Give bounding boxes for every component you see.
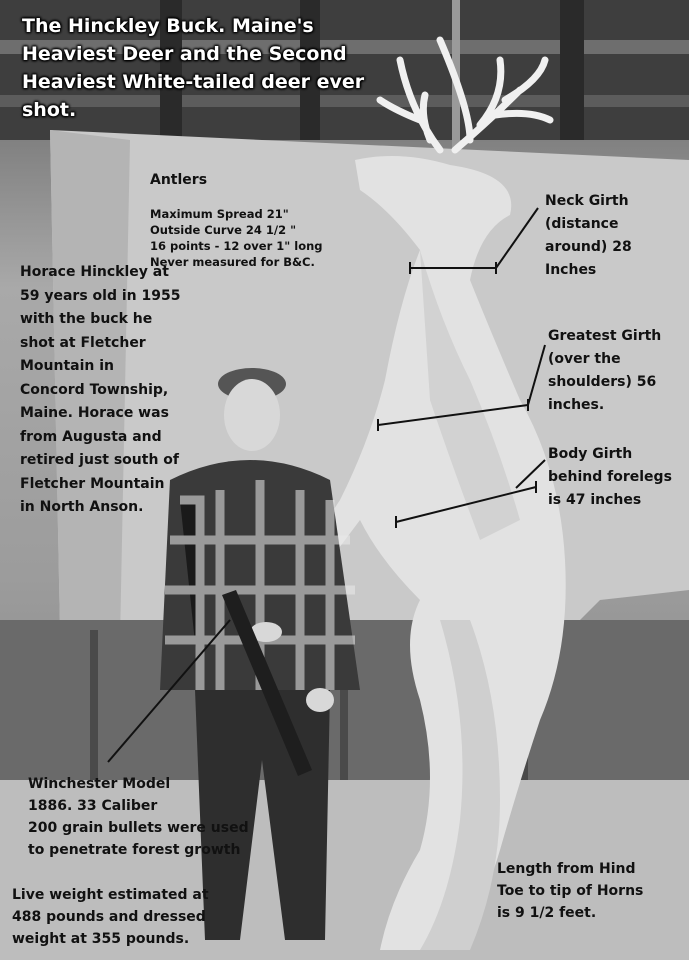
- greatest-girth-caption: Greatest Girth (over the shoulders) 56 inches.: [548, 328, 662, 413]
- hunter-caption: Horace Hinckley at 59 years old in 1955 with the buck he shot at Fletcher Mountain in Concord Township, Maine. Horace was from Augusta and retired just south of Fletcher Mountain in North Anson.: [20, 264, 181, 515]
- weight-caption: Live weight estimated at 488 pounds and dressed weight at 355 pounds.: [12, 887, 209, 947]
- antlers-heading: Antlers: [150, 172, 208, 188]
- photo-title: The Hinckley Buck. Maine's Heaviest Deer and the Second Heaviest White-tailed deer ever shot.: [22, 15, 365, 121]
- length-caption: Length from Hind Toe to tip of Horns is 9 1/2 feet.: [497, 861, 644, 921]
- antlers-details: Maximum Spread 21" Outside Curve 24 1/2 " 16 points - 12 over 1" long Never measured for B&C.: [150, 207, 323, 269]
- rifle-caption: Winchester Model 1886. 33 Caliber 200 grain bullets were used to penetrate forest growth: [28, 776, 249, 858]
- neck-girth-caption: Neck Girth (distance around) 28 Inches: [545, 193, 632, 278]
- body-girth-caption: Body Girth behind forelegs is 47 inches: [548, 446, 672, 508]
